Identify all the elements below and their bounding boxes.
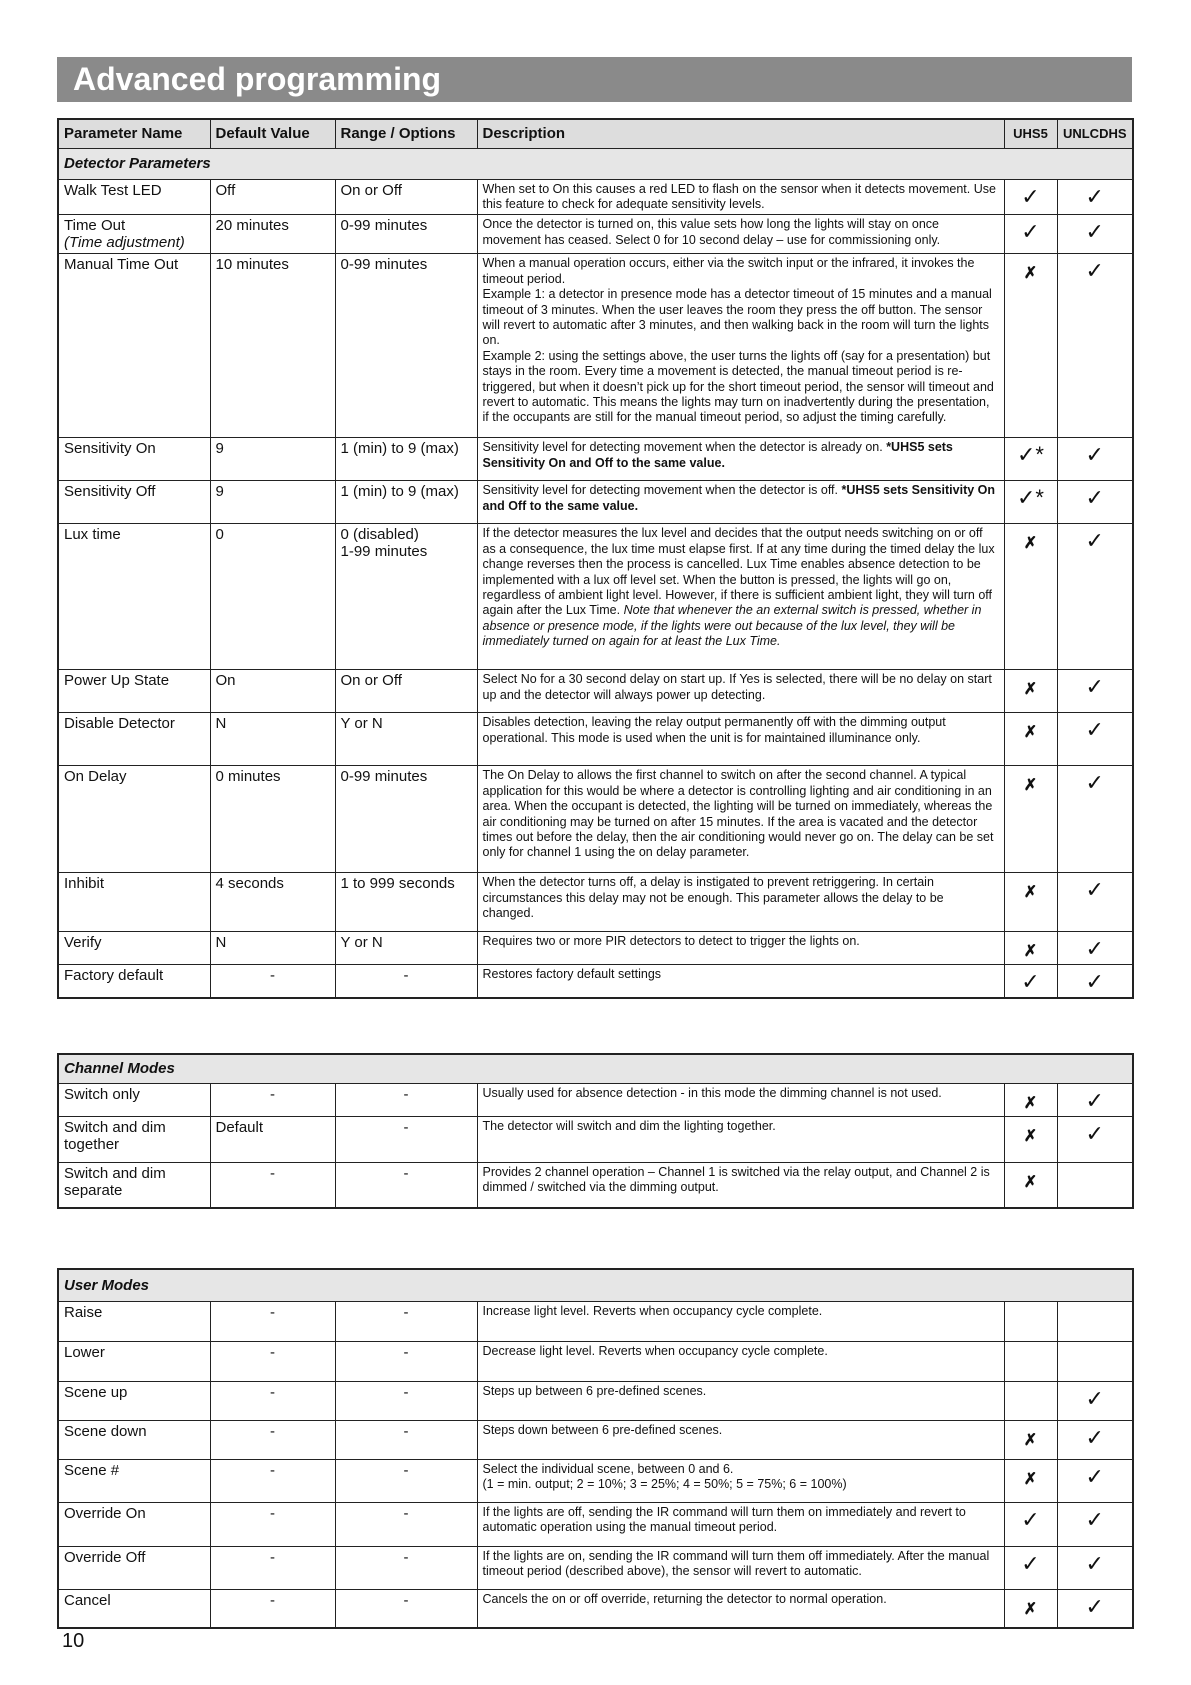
default-value: Off (210, 179, 335, 215)
description-text: When set to On this causes a red LED to flash on the sensor when it detects movement. Use this feature to check for adequate sensitivity levels. (482, 181, 996, 211)
parameter-name-text: Verify (64, 934, 102, 952)
check-icon: ✓ (1085, 528, 1104, 554)
parameter-name-text: Override Off (64, 1548, 146, 1566)
check-icon: ✓ (1085, 1550, 1104, 1576)
check-icon: ✓ (1085, 1087, 1104, 1113)
description-note: *UHS5 sets Sensitivity On and Off to the same value. (482, 440, 953, 470)
table-row (58, 1381, 1133, 1420)
description-text: Steps up between 6 pre-defined scenes. (482, 1383, 707, 1398)
page-title-banner: Advanced programming (57, 57, 1132, 102)
unlcdhs-cell (1057, 873, 1133, 932)
default-value: - (210, 1381, 335, 1420)
header-range: Range / Options (335, 119, 477, 148)
check-icon: ✓ (1021, 219, 1040, 245)
range-options: - (335, 1546, 477, 1589)
range-options: - (335, 1083, 477, 1116)
unlcdhs-cell (1057, 670, 1133, 713)
description (477, 438, 1004, 481)
parameter-name (58, 1589, 210, 1628)
unlcdhs-cell (1057, 1341, 1133, 1381)
description-text: Disables detection, leaving the relay output permanently off with the dimming output operational. This mode is used when the unit is for maintained illuminance only. (482, 715, 946, 745)
parameter-name-text: Scene up (64, 1383, 128, 1401)
default-value: 0 minutes (210, 766, 335, 873)
uhs5-cell (1004, 1502, 1057, 1546)
default-value: - (210, 1589, 335, 1628)
check-icon: ✓ (1085, 770, 1104, 796)
range-options: On or Off (335, 670, 477, 713)
unlcdhs-cell (1057, 1420, 1133, 1459)
header-unlcdhs: UNLCDHS (1057, 119, 1133, 148)
description (477, 1301, 1004, 1341)
check-icon: ✓ (1085, 1463, 1104, 1489)
parameter-name-text: Walk Test LED (64, 181, 162, 199)
cross-icon: ✗ (1023, 1600, 1038, 1618)
parameter-name (58, 932, 210, 965)
parameter-name (58, 1420, 210, 1459)
table-row (58, 215, 1133, 254)
unlcdhs-cell (1057, 215, 1133, 254)
description (477, 524, 1004, 670)
cross-icon: ✗ (1023, 1173, 1038, 1191)
default-value: - (210, 1083, 335, 1116)
parameter-name (58, 1341, 210, 1381)
check-icon: ✓ (1021, 1550, 1040, 1576)
parameter-name (58, 179, 210, 215)
description-text: If the lights are off, sending the IR command will turn them on immediately and revert to automatic operation using the manual timeout period. (482, 1504, 966, 1534)
default-value: - (210, 1341, 335, 1381)
unlcdhs-cell (1057, 965, 1133, 999)
cross-icon: ✗ (1023, 1470, 1038, 1488)
parameter-name-text: Switch only (64, 1085, 140, 1103)
table-row (58, 1162, 1133, 1208)
table-row (58, 670, 1133, 713)
description-text: Decrease light level. Reverts when occupancy cycle complete. (482, 1343, 828, 1358)
parameter-name-sub: (Time adjustment) (64, 234, 185, 252)
range-options: - (335, 1420, 477, 1459)
range-options: 0 (disabled) 1-99 minutes (335, 524, 477, 670)
description-text: When the detector turns off, a delay is instigated to prevent retriggering. In certain circumstances this delay may not be enough. This parameter allows the delay to be changed. (482, 875, 944, 921)
description-text: The On Delay to allows the first channel to switch on after the second channel. A typical application for this would be where a detector is controlling lighting and air conditioning in an area. When the occupant is detected, the lighting will be turned on immediately, whereas the air conditioning may be turned on after 15 minutes. If the area is vacated and the detector times out before the delay, then the air conditioning would never go on. The delay can be set only for channel 1 using the on delay parameter. (482, 768, 994, 860)
parameter-name-text: Cancel (64, 1591, 111, 1609)
cross-icon: ✗ (1023, 884, 1038, 902)
description (477, 766, 1004, 873)
parameter-name (58, 1083, 210, 1116)
description-text: Requires two or more PIR detectors to detect to trigger the lights on. (482, 934, 860, 949)
header-row (58, 119, 1133, 148)
description-text: Cancels the on or off override, returning the detector to normal operation. (482, 1591, 887, 1606)
uhs5-cell (1004, 670, 1057, 713)
description (477, 670, 1004, 713)
description-note: Note that whenever the an external switch is pressed, whether in absence or presence mode, if the lights were out because of the lux level, they will be immediately turned on again for at least the Lux Time. (482, 603, 982, 649)
description (477, 1420, 1004, 1459)
parameter-name-text: Inhibit (64, 875, 105, 893)
unlcdhs-cell (1057, 1502, 1133, 1546)
description-text: Provides 2 channel operation – Channel 1 is switched via the relay output, and Channel 2 is dimmed / switched via the dimming output. (482, 1164, 990, 1194)
cross-icon: ✗ (1023, 1431, 1038, 1449)
range-options: 0-99 minutes (335, 215, 477, 254)
parameter-name (58, 1162, 210, 1208)
uhs5-cell (1004, 481, 1057, 524)
parameter-name (58, 713, 210, 766)
parameter-name (58, 1546, 210, 1589)
table-row (58, 965, 1133, 999)
check-icon: ✓ (1085, 1385, 1104, 1411)
description-note: *UHS5 sets Sensitivity On and Off to the same value. (482, 483, 996, 513)
check-icon: ✓ (1021, 969, 1040, 995)
uhs5-cell (1004, 965, 1057, 999)
parameter-name (58, 873, 210, 932)
check-icon: ✓ (1085, 485, 1104, 511)
parameter-name-text: Switch and dim separate (64, 1164, 166, 1199)
section-row (58, 1054, 1133, 1083)
table-row (58, 766, 1133, 873)
check-icon: ✓ (1085, 674, 1104, 700)
unlcdhs-cell (1057, 1459, 1133, 1502)
default-value: N (210, 932, 335, 965)
check-icon: ✓ (1085, 936, 1104, 962)
table-row (58, 1341, 1133, 1381)
parameter-name-text: Sensitivity On (64, 440, 156, 458)
table-row (58, 873, 1133, 932)
check-icon: ✓ (1085, 1120, 1104, 1146)
section-row (58, 148, 1133, 179)
range-options: Y or N (335, 713, 477, 766)
description-text: The detector will switch and dim the lighting together. (482, 1118, 776, 1133)
description-text: Steps down between 6 pre-defined scenes. (482, 1422, 723, 1437)
description (477, 1162, 1004, 1208)
description-text: When a manual operation occurs, either via the switch input or the infrared, it invokes the timeout period. Example 1: a detector in presence mode has a detector timeout of 15 minutes and a manual timeout of 3 minutes. When the user leaves the room they press the off button. The sensor will revert to automatic after 3 minutes, and then walking back in the room will turn the lights on. Example 2: using the settings above, the user turns the lights off (say for a presentation) but stays in the room. Every time a movement is detected, the manual timeout period is re-triggered, but when it doesn’t pick up for the short timeout period, the sensor will timeout and revert to automatic. This means the lights may turn on inadvertently during the presentation, if the occupants are still for the manual timeout period, so adjust the timing carefully. (482, 256, 994, 425)
parameter-name-text: Scene # (64, 1461, 120, 1479)
parameter-name-text: Scene down (64, 1422, 147, 1440)
range-options: 1 (min) to 9 (max) (335, 438, 477, 481)
table-row (58, 1301, 1133, 1341)
user-modes-table (57, 1268, 1134, 1629)
range-options: - (335, 1301, 477, 1341)
check-star-icon: ✓* (1017, 485, 1044, 511)
check-icon: ✓ (1021, 1506, 1040, 1532)
range-options: - (335, 1116, 477, 1162)
description-text: Sensitivity level for detecting movement when the detector is off. (482, 483, 842, 498)
unlcdhs-cell (1057, 438, 1133, 481)
default-value: - (210, 1459, 335, 1502)
check-icon: ✓ (1085, 183, 1104, 209)
parameter-name (58, 1459, 210, 1502)
section-title: Detector Parameters (58, 148, 1133, 179)
table-row (58, 1502, 1133, 1546)
parameter-name (58, 670, 210, 713)
parameter-name-text: On Delay (64, 768, 127, 786)
page-number: 10 (62, 1630, 85, 1652)
parameter-name (58, 215, 210, 254)
parameter-name-text: Lower (64, 1343, 105, 1361)
unlcdhs-cell (1057, 713, 1133, 766)
table-row (58, 524, 1133, 670)
cross-icon: ✗ (1023, 265, 1038, 283)
range-options: - (335, 1589, 477, 1628)
description (477, 1116, 1004, 1162)
uhs5-cell (1004, 1341, 1057, 1381)
description-text: If the lights are on, sending the IR command will turn them off immediately. After the manual timeout period (described above), the sensor will revert to automatic. (482, 1548, 990, 1578)
range-options: 1 (min) to 9 (max) (335, 481, 477, 524)
default-value: N (210, 713, 335, 766)
default-value: - (210, 1420, 335, 1459)
table-row (58, 1116, 1133, 1162)
parameter-name-text: Switch and dim together (64, 1118, 166, 1153)
unlcdhs-cell (1057, 254, 1133, 438)
uhs5-cell (1004, 254, 1057, 438)
table-row (58, 1546, 1133, 1589)
range-options: 1 to 999 seconds (335, 873, 477, 932)
range-options: 0-99 minutes (335, 254, 477, 438)
description-text: Increase light level. Reverts when occupancy cycle complete. (482, 1303, 823, 1318)
check-icon: ✓ (1085, 969, 1104, 995)
unlcdhs-cell (1057, 481, 1133, 524)
unlcdhs-cell (1057, 1589, 1133, 1628)
description-text: Select the individual scene, between 0 and 6. (1 = min. output; 2 = 10%; 3 = 25%; 4 = 50%; 5 = 75%; 6 = 100%) (482, 1461, 847, 1491)
uhs5-cell (1004, 1459, 1057, 1502)
default-value: - (210, 1502, 335, 1546)
default-value: On (210, 670, 335, 713)
description (477, 713, 1004, 766)
check-icon: ✓ (1085, 877, 1104, 903)
unlcdhs-cell (1057, 1381, 1133, 1420)
range-options: - (335, 1341, 477, 1381)
parameter-name (58, 965, 210, 999)
default-value: - (210, 1546, 335, 1589)
cross-icon: ✗ (1023, 777, 1038, 795)
description (477, 1341, 1004, 1381)
default-value: 20 minutes (210, 215, 335, 254)
default-value: 9 (210, 481, 335, 524)
parameter-name-text: Raise (64, 1303, 103, 1321)
uhs5-cell (1004, 1162, 1057, 1208)
cross-icon: ✗ (1023, 1127, 1038, 1145)
parameter-name-text: Override On (64, 1504, 146, 1522)
parameter-name (58, 1502, 210, 1546)
parameter-name (58, 481, 210, 524)
uhs5-cell (1004, 1589, 1057, 1628)
table-row (58, 1589, 1133, 1628)
uhs5-cell (1004, 1420, 1057, 1459)
description-text: Sensitivity level for detecting movement when the detector is already on. (482, 440, 887, 455)
cross-icon: ✗ (1023, 535, 1038, 553)
range-options: 0-99 minutes (335, 766, 477, 873)
uhs5-cell (1004, 1546, 1057, 1589)
default-value: 0 (210, 524, 335, 670)
uhs5-cell (1004, 713, 1057, 766)
section-row (58, 1269, 1133, 1301)
cross-icon: ✗ (1023, 1094, 1038, 1112)
section-title: User Modes (58, 1269, 1133, 1301)
detector-parameters-table (57, 118, 1134, 999)
uhs5-cell (1004, 215, 1057, 254)
check-icon: ✓ (1085, 1593, 1104, 1619)
description-text: Select No for a 30 second delay on start up. If Yes is selected, there will be no delay on start up and the detector will always power up detecting. (482, 672, 992, 702)
unlcdhs-cell (1057, 1116, 1133, 1162)
uhs5-cell (1004, 438, 1057, 481)
check-icon: ✓ (1085, 717, 1104, 743)
cross-icon: ✗ (1023, 724, 1038, 742)
default-value: 10 minutes (210, 254, 335, 438)
description (477, 481, 1004, 524)
uhs5-cell (1004, 1083, 1057, 1116)
description-text: Restores factory default settings (482, 967, 662, 982)
parameter-name (58, 1116, 210, 1162)
range-options: - (335, 1459, 477, 1502)
section-title: Channel Modes (58, 1054, 1133, 1083)
description-text: If the detector measures the lux level and decides that the output needs switching on or off as a consequence, the lux time must elapse first. If at any time during the timed delay the lux change reverses then the process is cancelled. Lux Time enables absence detection to be implemented with a lux off level set. When the button is pressed, the lights will go on, regardless of ambient light level. However, if there is sufficient ambient light, they will turn off again after the Lux Time. (482, 526, 995, 618)
parameter-name-text: Disable Detector (64, 715, 175, 733)
description (477, 1381, 1004, 1420)
table-row (58, 1083, 1133, 1116)
check-icon: ✓ (1085, 442, 1104, 468)
range-options: - (335, 965, 477, 999)
default-value: - (210, 965, 335, 999)
parameter-name (58, 1381, 210, 1420)
unlcdhs-cell (1057, 179, 1133, 215)
range-options: Y or N (335, 932, 477, 965)
table-row (58, 179, 1133, 215)
unlcdhs-cell (1057, 1301, 1133, 1341)
channel-modes-table (57, 1053, 1134, 1209)
uhs5-cell (1004, 524, 1057, 670)
check-icon: ✓ (1085, 219, 1104, 245)
check-icon: ✓ (1085, 258, 1104, 284)
default-value: Default (210, 1116, 335, 1162)
description (477, 1589, 1004, 1628)
default-value: 9 (210, 438, 335, 481)
description (477, 179, 1004, 215)
table-row (58, 438, 1133, 481)
header-default: Default Value (210, 119, 335, 148)
table-row (58, 932, 1133, 965)
parameter-name (58, 254, 210, 438)
description (477, 1546, 1004, 1589)
parameter-name-text: Manual Time Out (64, 256, 179, 274)
table-row (58, 254, 1133, 438)
header-uhs5: UHS5 (1004, 119, 1057, 148)
description (477, 932, 1004, 965)
check-icon: ✓ (1085, 1424, 1104, 1450)
description-text: Once the detector is turned on, this value sets how long the lights will stay on once movement has ceased. Select 0 for 10 second delay – use for commissioning only. (482, 217, 941, 247)
table-row (58, 713, 1133, 766)
description (477, 215, 1004, 254)
range-options: - (335, 1162, 477, 1208)
parameter-name-text: Power Up State (64, 672, 170, 690)
uhs5-cell (1004, 766, 1057, 873)
uhs5-cell (1004, 179, 1057, 215)
parameter-name (58, 766, 210, 873)
description-text: Usually used for absence detection - in this mode the dimming channel is not used. (482, 1085, 942, 1100)
parameter-name-text: Time Out (64, 217, 126, 235)
parameter-name-text: Sensitivity Off (64, 483, 156, 501)
parameter-name-text: Factory default (64, 967, 164, 985)
unlcdhs-cell (1057, 932, 1133, 965)
default-value: 4 seconds (210, 873, 335, 932)
range-options: On or Off (335, 179, 477, 215)
default-value: - (210, 1301, 335, 1341)
uhs5-cell (1004, 1116, 1057, 1162)
description (477, 1502, 1004, 1546)
description (477, 254, 1004, 438)
parameter-name-text: Lux time (64, 526, 121, 544)
table-row (58, 1459, 1133, 1502)
uhs5-cell (1004, 932, 1057, 965)
description (477, 965, 1004, 999)
range-options: - (335, 1502, 477, 1546)
check-star-icon: ✓* (1017, 442, 1044, 468)
unlcdhs-cell (1057, 1162, 1133, 1208)
unlcdhs-cell (1057, 524, 1133, 670)
unlcdhs-cell (1057, 1083, 1133, 1116)
uhs5-cell (1004, 1381, 1057, 1420)
parameter-name (58, 1301, 210, 1341)
parameter-name (58, 524, 210, 670)
check-icon: ✓ (1021, 183, 1040, 209)
description (477, 873, 1004, 932)
table-row (58, 481, 1133, 524)
uhs5-cell (1004, 873, 1057, 932)
cross-icon: ✗ (1023, 943, 1038, 961)
cross-icon: ✗ (1023, 681, 1038, 699)
parameter-name (58, 438, 210, 481)
description (477, 1459, 1004, 1502)
check-icon: ✓ (1085, 1506, 1104, 1532)
header-name: Parameter Name (58, 119, 210, 148)
uhs5-cell (1004, 1301, 1057, 1341)
table-row (58, 1420, 1133, 1459)
default-value: - (210, 1162, 335, 1208)
header-description: Description (477, 119, 1004, 148)
description (477, 1083, 1004, 1116)
range-options: - (335, 1381, 477, 1420)
unlcdhs-cell (1057, 766, 1133, 873)
unlcdhs-cell (1057, 1546, 1133, 1589)
